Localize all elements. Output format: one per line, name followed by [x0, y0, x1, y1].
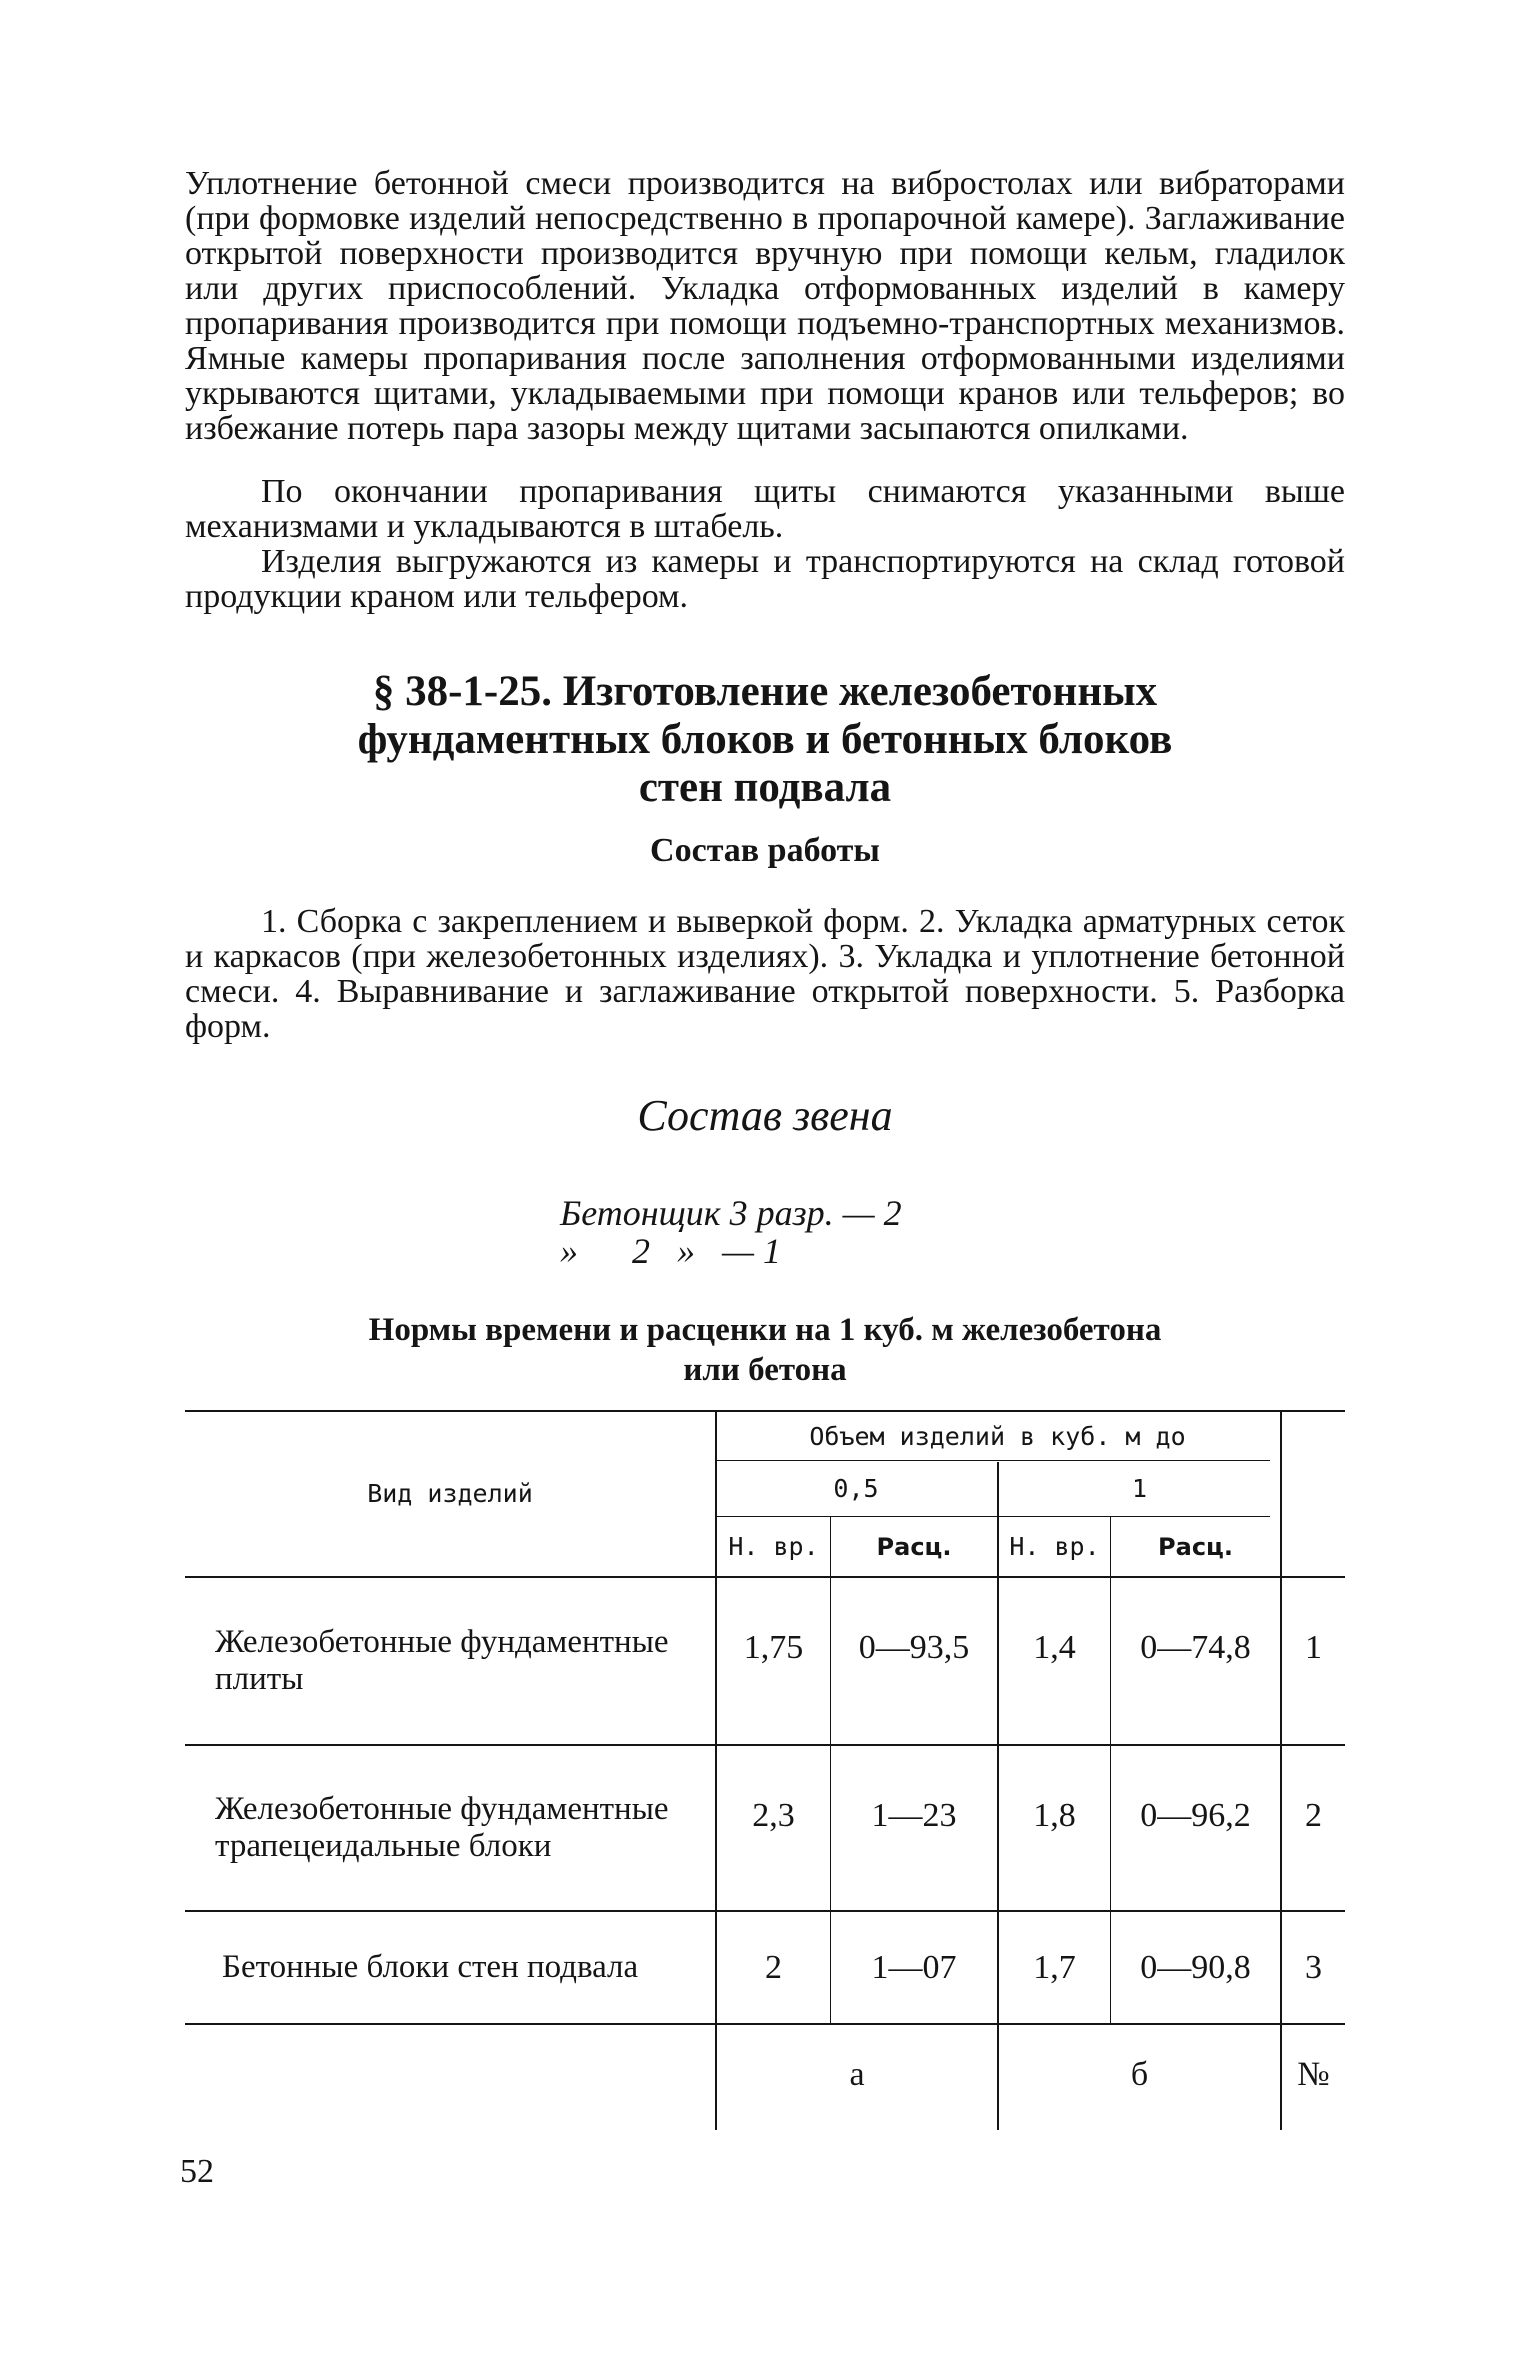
header-volume-05: 0,5: [833, 1473, 879, 1503]
footer-label-b: б: [1130, 2056, 1149, 2093]
table-row-3-a-time: 2: [765, 1948, 782, 1986]
intro-paragraph-2: По окончании пропаривания щиты снимаются указанными выше механизмами и укладываются в штабель.: [185, 473, 1345, 545]
crew-line-2: » 2 » — 1: [560, 1231, 782, 1271]
table-row-1-a-rate: 0—93,5: [858, 1629, 970, 1666]
header-volume: Объем изделий в куб. м до: [809, 1421, 1186, 1451]
section-title-line-1: § 38-1-25. Изготовление железобетонных: [372, 668, 1158, 715]
table-row-1-b-time: 1,4: [1033, 1629, 1076, 1666]
header-a-rate: Расц.: [876, 1532, 952, 1561]
table-row-1-number: 1: [1305, 1629, 1322, 1666]
header-volume-1: 1: [1131, 1473, 1148, 1503]
work-composition-heading: Состав работы: [650, 832, 880, 869]
table-row-2-a-time: 2,3: [752, 1797, 795, 1834]
table-row-2-b-rate: 0—96,2: [1140, 1797, 1251, 1834]
table-row-2-name: Железобетонные фундаментные трапецеидальные блоки: [215, 1791, 669, 1864]
header-b-rate: Расц.: [1158, 1532, 1233, 1561]
table-row-3-b-time: 1,7: [1033, 1948, 1076, 1986]
header-b-time: Н. вр.: [1009, 1532, 1100, 1561]
section-title: [185, 668, 1345, 812]
table-row-1-name: Железобетонные фундаментные плиты: [215, 1624, 669, 1697]
table-row-1-a-time: 1,75: [743, 1629, 804, 1666]
intro-paragraph-3: Изделия выгружаются из камеры и транспортируются на склад готовой продукции краном или тельфером.: [185, 543, 1345, 615]
table-row-3-name: Бетонные блоки стен подвала: [222, 1949, 639, 1985]
footer-label-number: №: [1297, 2056, 1330, 2093]
table-row-1-b-rate: 0—74,8: [1140, 1629, 1251, 1666]
table-row-2-a-rate: 1—23: [871, 1797, 957, 1834]
page-number: 52: [180, 2153, 214, 2190]
table-row-2-number: 2: [1305, 1797, 1322, 1834]
crew-line-1: Бетонщик 3 разр. — 2: [560, 1193, 902, 1233]
table-title-line-2: или бетона: [683, 1352, 847, 1388]
intro-paragraph-1: Уплотнение бетонной смеси производится на вибростолах или вибраторами (при формовке изделий непосредственно в пропарочной камере). Заглаживание открытой поверхности производится вручную при помощи кельм, гладилок или других приспособлений. Укладка отформованных изделий в камеру пропаривания производится при помощи подъемно-транспортных механизмов. Ямные камеры пропаривания после заполнения отформованными изделиями укрываются щитами, укладываемыми при помощи кранов или тельферов; во избежание потерь пара зазоры между щитами засыпаются опилками.: [185, 165, 1345, 447]
crew-composition-heading: Состав звена: [637, 1091, 893, 1140]
table-row-3-number: 3: [1305, 1948, 1322, 1986]
footer-label-a: а: [849, 2056, 865, 2093]
section-title-line-2: фундаментных блоков и бетонных блоков: [357, 716, 1173, 763]
table-row-2-b-time: 1,8: [1033, 1797, 1076, 1834]
table-row-3-b-rate: 0—90,8: [1140, 1948, 1251, 1986]
work-composition-text: 1. Сборка с закреплением и выверкой форм. 2. Укладка арматурных сеток и каркасов (при железобетонных изделиях). 3. Укладка и уплотнение бетонной смеси. 4. Выравнивание и заглаживание открытой поверхности. 5. Разборка форм.: [185, 903, 1345, 1045]
table-row-3-a-rate: 1—07: [871, 1948, 957, 1986]
header-a-time: Н. вр.: [728, 1532, 819, 1561]
table-title-line-1: Нормы времени и расценки на 1 куб. м железобетона: [368, 1312, 1162, 1348]
header-product-type: Вид изделий: [367, 1478, 533, 1508]
section-title-line-3: стен подвала: [638, 764, 892, 811]
table-title: [185, 1310, 1345, 1390]
